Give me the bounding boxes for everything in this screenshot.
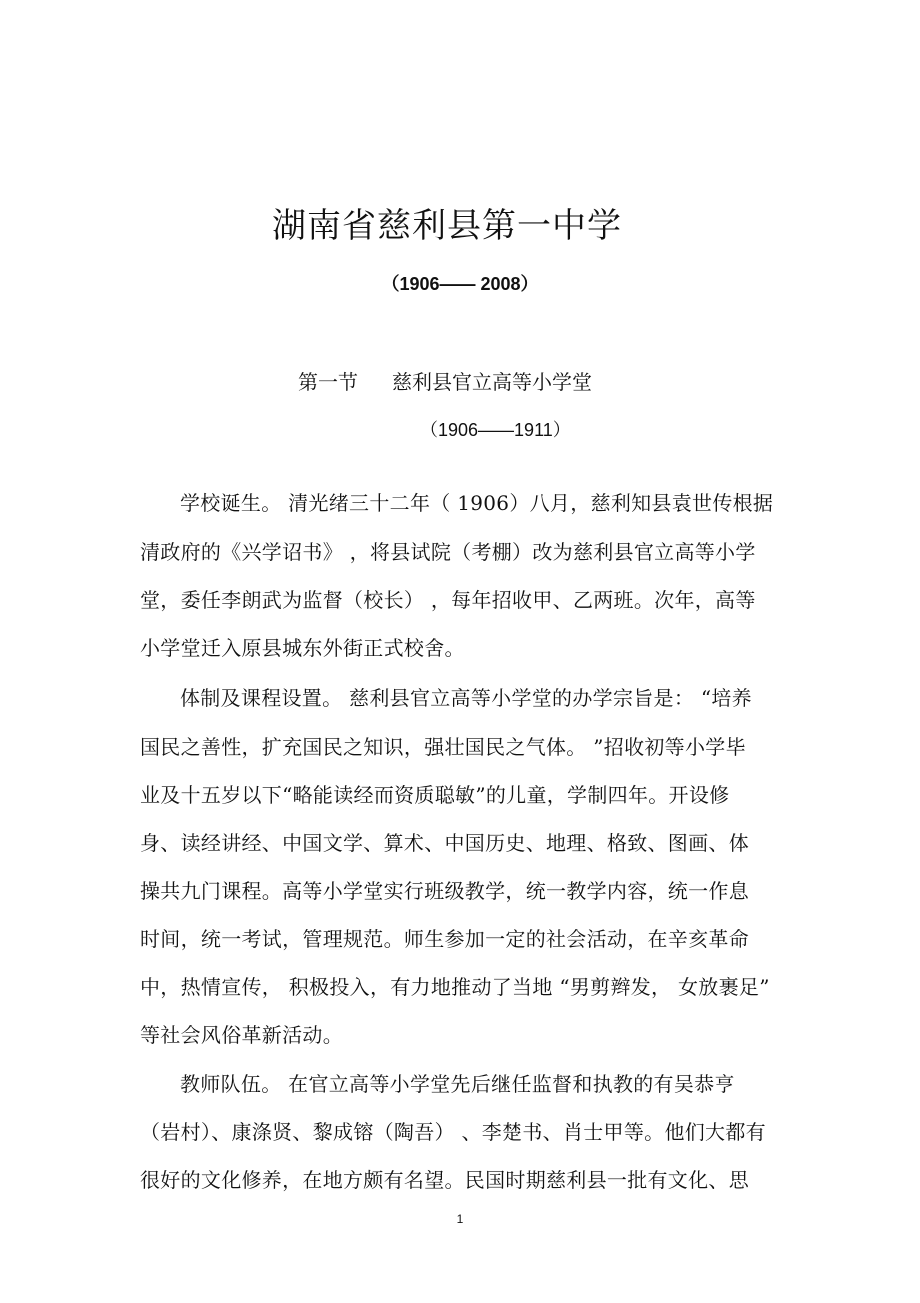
paragraph-3-line-2: （岩村）、康涤贤、黎成镕（陶吾） 、李楚书、肖士甲等。他们大都有 xyxy=(140,1120,766,1144)
paragraph-1-line-3: 堂，委任李朗武为监督（校长） ，每年招收甲、乙两班。次年，高等 xyxy=(140,588,756,612)
paragraph-3-line-1: 教师队伍。 在官立高等小学堂先后继任监督和执教的有吴恭亨 xyxy=(180,1072,735,1096)
paragraph-2-line-1: 体制及课程设置。 慈利县官立高等小学堂的办学宗旨是： “培养 xyxy=(180,686,752,710)
paragraph-2-line-8: 等社会风俗革新活动。 xyxy=(140,1023,343,1047)
paragraph-2-line-2: 国民之善性，扩充国民之知识，强壮国民之气体。 ”招收初等小学毕 xyxy=(140,735,746,759)
paragraph-2-line-4: 身、读经讲经、中国文学、算术、中国历史、地理、格致、图画、体 xyxy=(140,831,749,855)
paragraph-1-line-2: 清政府的《兴学诏书》 ，将县试院（考棚）改为慈利县官立高等小学 xyxy=(140,540,756,564)
page-number: 1 xyxy=(456,1212,464,1226)
paragraph-1-line-4: 小学堂迁入原县城东外街正式校舍。 xyxy=(140,636,465,660)
paragraph-1-line-1: 学校诞生。 清光绪三十二年（ 1906）八月，慈利知县袁世传根据 xyxy=(180,491,774,515)
document-years: （1906—— 2008） xyxy=(381,274,539,294)
paragraph-2-line-5: 操共九门课程。高等小学堂实行班级教学，统一教学内容，统一作息 xyxy=(140,879,749,903)
paragraph-2-line-3: 业及十五岁以下“略能读经而资质聪敏”的儿童，学制四年。开设修 xyxy=(140,783,730,807)
paragraph-3-line-3: 很好的文化修养，在地方颇有名望。民国时期慈利县一批有文化、思 xyxy=(140,1168,749,1192)
section-years: （1906——1911） xyxy=(420,420,571,440)
document-title: 湖南省慈利县第一中学 xyxy=(272,206,622,246)
section-heading xyxy=(298,366,592,395)
section-name: 慈利县官立高等小学堂 xyxy=(392,370,592,394)
section-label: 第一节 xyxy=(298,370,358,394)
paragraph-2-line-6: 时间，统一考试，管理规范。师生参加一定的社会活动，在辛亥革命 xyxy=(140,927,749,951)
paragraph-2-line-7: 中，热情宣传， 积极投入，有力地推动了当地 “男剪辫发， 女放裹足” xyxy=(140,975,770,999)
